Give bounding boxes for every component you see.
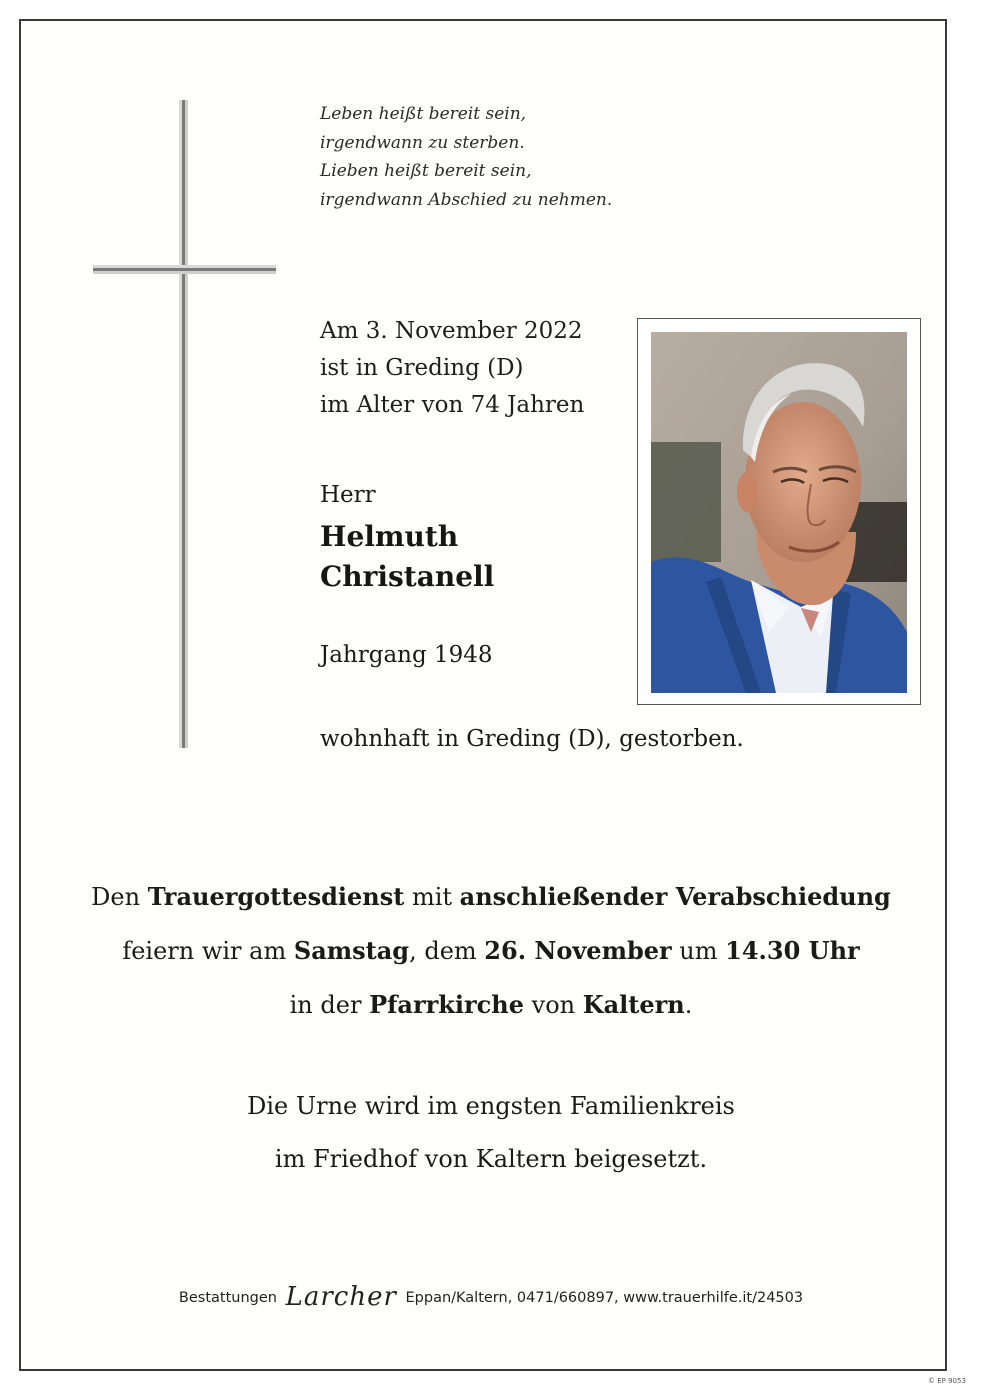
deceased-name xyxy=(320,517,494,597)
first-name: Helmuth xyxy=(320,520,459,553)
service-type: Trauergottesdienst xyxy=(147,882,405,911)
death-date: Am 3. November 2022 xyxy=(320,318,583,344)
service-date: 26. November xyxy=(484,936,672,965)
service-text: feiern wir am xyxy=(122,937,294,965)
funeral-home-footer xyxy=(40,1282,942,1312)
service-text: Den xyxy=(91,883,148,911)
service-line-1 xyxy=(40,870,942,924)
service-town: Kaltern xyxy=(582,990,685,1019)
death-place: ist in Greding (D) xyxy=(320,355,524,381)
portrait-illustration xyxy=(651,332,907,693)
service-text: in der xyxy=(289,991,370,1019)
poem-line: Lieben heißt bereit sein, xyxy=(320,161,532,181)
poem-line: irgendwann zu sterben. xyxy=(320,132,525,153)
cross-icon-vertical xyxy=(179,100,188,748)
service-text: , dem xyxy=(409,937,485,965)
portrait-frame xyxy=(637,318,921,705)
service-text: mit xyxy=(404,883,460,911)
poem-line: irgendwann Abschied zu nehmen. xyxy=(320,189,613,210)
service-church: Pfarrkirche xyxy=(369,990,524,1019)
service-line-2 xyxy=(40,924,942,978)
poem-line: Leben heißt bereit sein, xyxy=(320,104,527,124)
cross-icon-horizontal xyxy=(93,265,276,274)
burial-line: Die Urne wird im engsten Familienkreis xyxy=(247,1092,735,1120)
residence: wohnhaft in Greding (D), gestorben. xyxy=(320,726,744,752)
last-name: Christanell xyxy=(320,560,495,593)
burial-line: im Friedhof von Kaltern beigesetzt. xyxy=(274,1145,708,1173)
poem-quote xyxy=(320,100,612,214)
service-text: um xyxy=(671,937,726,965)
salutation: Herr xyxy=(320,482,376,508)
print-code: © EP 9053 xyxy=(928,1377,966,1385)
service-time: 14.30 Uhr xyxy=(725,936,860,965)
death-age: im Alter von 74 Jahren xyxy=(320,392,585,418)
footer-contact: Eppan/Kaltern, 0471/660897, www.trauerhilfe.it/24503 xyxy=(405,1290,804,1306)
service-text: von xyxy=(524,991,583,1019)
funeral-home-logo: Larcher xyxy=(285,1282,397,1312)
funeral-service-info xyxy=(40,870,942,1032)
service-line-3 xyxy=(40,978,942,1032)
burial-info xyxy=(40,1080,942,1186)
death-announcement xyxy=(320,313,584,424)
footer-prefix: Bestattungen xyxy=(178,1290,277,1306)
service-weekday: Samstag xyxy=(293,936,410,965)
birth-year: Jahrgang 1948 xyxy=(320,642,493,668)
portrait-photo xyxy=(651,332,907,693)
service-farewell: anschließender Verabschiedung xyxy=(459,882,891,911)
service-text: . xyxy=(684,991,693,1019)
